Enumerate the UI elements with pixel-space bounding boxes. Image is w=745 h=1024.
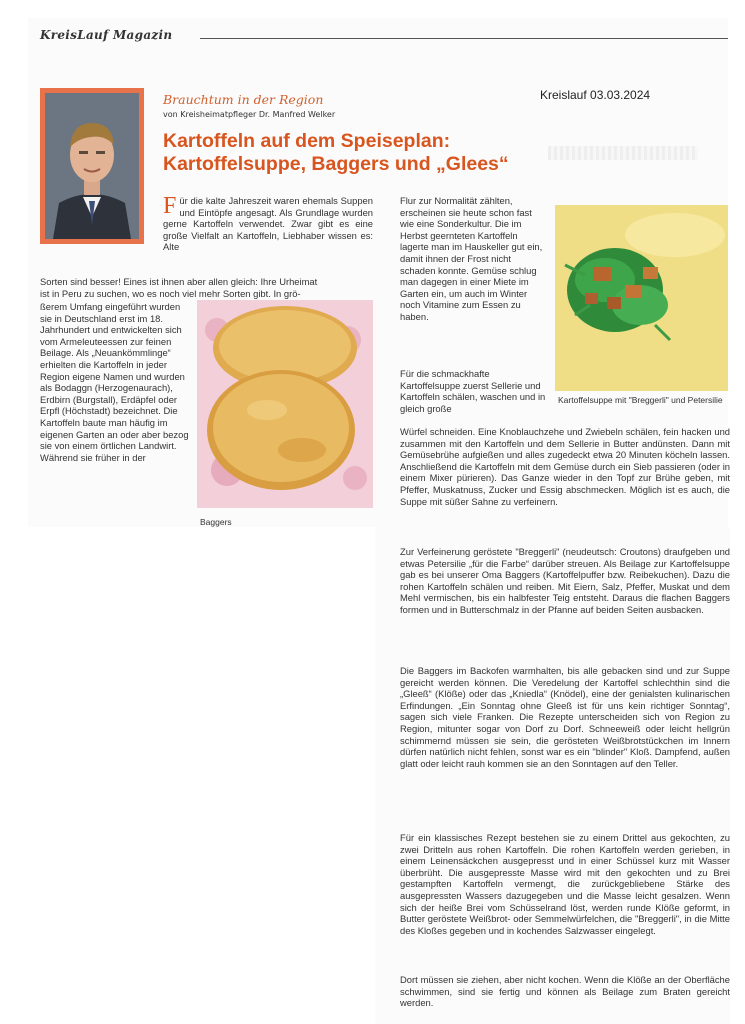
drop-cap: F (163, 193, 177, 219)
caption-soup: Kartoffelsuppe mit "Breggerli" und Petersilie (558, 395, 723, 405)
dateline: Kreislauf 03.03.2024 (540, 88, 651, 102)
body-section-4: Für ein klassisches Rezept bestehen sie zu einem Drittel aus gekochten, zu zwei Dritteln aus rohen Kartoffeln. Die rohen Kartoffeln werden gerieben, in einem Leinensäckchen ausgepresst und in einer Schüssel kurz mit Wasser überbrüht. Die ausgepresste Masse wird mit den gekochten und zu Brei gestampften Kartoffeln vermengt, die zurückgebliebene Stärke des ausgepressten Wassers dazugegeben und die Masse leicht gesalzen. Wenn sich der heiße Brei vom Schüsselrand löst, werden runde Klöße geformt, in Butter geröstete Weißbrot- oder Semmelwürfelchen, die "Breggerli", in die Mitte des Kloßes gegeben und in kochendes Salzwasser eingelegt. (400, 832, 730, 936)
magazine-name: KreisLauf Magazin (40, 28, 173, 42)
article-lead (163, 195, 373, 275)
potato-soup-icon (555, 205, 728, 391)
body-column-2: Flur zur Normalität zählten, erscheinen sie heute schon fast wie eine Sonderkultur. Die im Herbst geernteten Kartoffeln lagerte man im Hauskeller gut ein, damit ihnen der Frost nicht schaden konnte. Gemüse schlug man dagegen in einer Miete im Garten ein, um auch im Winter noch Vitamine zum Essen zu haben. (400, 195, 543, 322)
scan-cutout (0, 527, 375, 1024)
potato-pancakes-icon (197, 300, 373, 508)
body-narrow-column: ßerem Umfang eingeführt wurden sie in Deutschland erst im 18. Jahrhundert und entwickelten sich vom Armeleuteessen zur feinen Beilage. Als „Neuankömmlinge“ erhielten die Kartoffeln in jeder Region eigene Namen und wurden als Bodaggn (Herzogenaurach), Erdbirn (Burgstall), Erdäpfel oder Erpfl (Höchstadt) bezeichnet. Die Kartoffeln baute man häufig im eigenen Garten an oder aber bezog sie von einem örtlichen Landwirt. Während sie früher in der (40, 301, 189, 463)
baggers-photo (197, 300, 373, 508)
lead-text: ür die kalte Jahreszeit waren ehemals Suppen und Eintöpfe angesagt. Als Grundlage wurden gerne Kartoffeln verwendet. Zwar gibt es eine große Vielfalt an Kartoffeln, Liebhaber wissen es: Alte (163, 195, 373, 253)
body-wide-line-1: Sorten sind besser! Eines ist ihnen aber allen gleich: Ihre Urheimat (40, 276, 318, 287)
header-rule (200, 38, 728, 39)
headline-line-1: Kartoffeln auf dem Speiseplan: (163, 130, 451, 152)
author-photo (40, 88, 144, 244)
body-section-5: Dort müssen sie ziehen, aber nicht kochen. Wenn die Klöße an der Oberfläche schwimmen, sind sie fertig und können als Beilage zum Braten gereicht werden. (400, 974, 730, 1009)
body-section-3: Die Baggers im Backofen warmhalten, bis alle gebacken sind und zur Suppe gereicht werden können. Die Veredelung der Kartoffel schlechthin sind die „Gleeß“ (Klöße) oder das „Kniedla“ (Knödel), eine der genialsten kulinarischen Erfindungen. „Ein Sonntag ohne Gleeß ist für uns kein richtiger Sonntag“, sagen sich viele Franken. Die Rezepte unterscheiden sich von Region zu Region, mitunter sogar von Dorf zu Dorf. Schneeweiß oder leicht hellgrün schimmernd müssen sie sein, die gerösteten Weißbrotstückchen im Innern dürfen natürlich nicht fehlen, sonst war es ein "blinder" Kloß. Dampfend, außen glatt oder leicht rauh kommen sie an den Sonntagen auf den Teller. (400, 665, 730, 769)
author-portrait-icon (45, 93, 139, 239)
article-kicker: Brauchtum in der Region (163, 92, 324, 107)
article-byline: von Kreisheimatpfleger Dr. Manfred Welker (163, 110, 336, 119)
body-section-1: Würfel schneiden. Eine Knoblauchzehe und Zwiebeln schälen, fein hacken und zusammen mit den Kartoffeln und dem Sellerie in Butter andünsten. Dann mit Gemüsebrühe aufgießen und alles zugedeckt etwa 20 Minuten köcheln lassen. Anschließend die Kartoffeln mit dem Gemüse durch ein Sieb passieren (oder in einem Mixer pürieren). Das Ganze wieder in den Topf zur Brühe geben, mit Pfeffer, Muskatnuss, Zucker und Essig abschmecken. Möglich ist es auch, die Suppe mit süßer Sahne zu verfeinern. (400, 426, 730, 507)
body-column-2b: Für die schmackhafte Kartoffelsuppe zuerst Sellerie und Kartoffeln schälen, waschen und in gleich große (400, 368, 546, 414)
caption-baggers: Baggers (200, 517, 232, 527)
headline-line-2: Kartoffelsuppe, Baggers und „Glees“ (163, 153, 509, 175)
body-wide-line-2: ist in Peru zu suchen, wo es noch viel mehr Sorten gibt. In grö- (40, 288, 301, 299)
soup-photo (555, 205, 728, 391)
article-headline (163, 130, 553, 176)
body-section-2: Zur Verfeinerung geröstete "Breggerli" (neudeutsch: Croutons) draufgeben und etwas Petersilie „für die Farbe“ darüber streuen. Als Beilage zur Kartoffelsuppe gab es bei unserer Oma Baggers (Kartoffelpuffer bzw. Reibekuchen). Dazu die rohen Kartoffeln schälen und reiben. Mit Eiern, Salz, Pfeffer, Muskat und dem Mehl vermischen, bis ein halbfester Teig entsteht. Daraus die flachen Baggers formen und in Butterschmalz in der Pfanne auf beiden Seiten ausbacken. (400, 546, 730, 615)
redacted-area (548, 146, 698, 160)
